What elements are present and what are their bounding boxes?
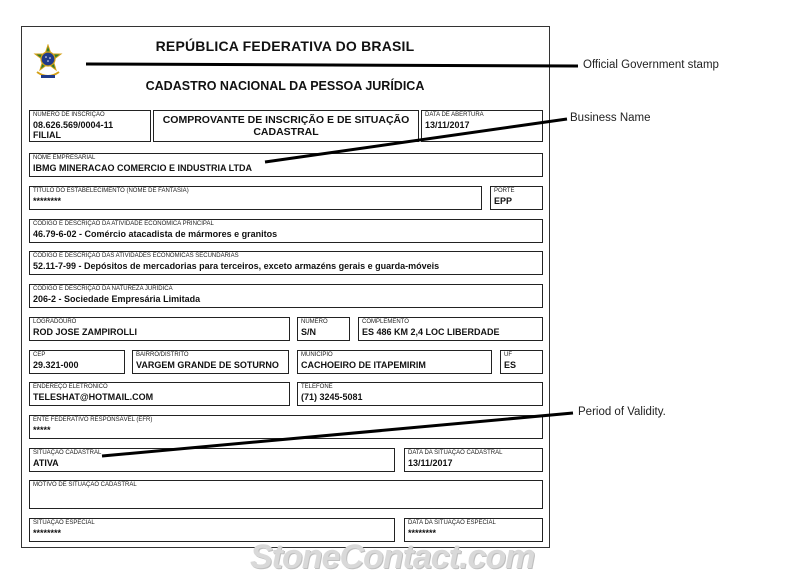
complemento-label: COMPLEMENTO [362, 319, 409, 325]
document-title: REPÚBLICA FEDERATIVA DO BRASIL [155, 38, 415, 54]
inscricao-label: NÚMERO DE INSCRIÇÃO [33, 112, 105, 118]
bairro-value: VARGEM GRANDE DE SOTURNO [136, 360, 279, 370]
fantasia-value: ******** [33, 196, 62, 206]
comprovante-line2: CADASTRAL [253, 126, 319, 138]
validity-annotation: Period of Validity. [578, 406, 666, 418]
efr-value: ***** [33, 425, 51, 435]
abertura-label: DATA DE ABERTURA [425, 112, 484, 118]
natureza-juridica-label: CÓDIGO E DESCRIÇÃO DA NATUREZA JURÍDICA [33, 286, 173, 292]
business-name-annotation: Business Name [570, 112, 651, 124]
email-label: ENDEREÇO ELETRÔNICO [33, 384, 108, 390]
cep-value: 29.321-000 [33, 360, 79, 370]
telefone-label: TELEFONE [301, 384, 333, 390]
abertura-value: 13/11/2017 [425, 120, 470, 130]
bairro-label: BAIRRO/DISTRITO [136, 352, 189, 358]
numero-label: NÚMERO [301, 319, 328, 325]
validity-pointer-line [102, 413, 573, 456]
municipio-label: MUNICÍPIO [301, 352, 333, 358]
nome-empresarial-label: NOME EMPRESARIAL [33, 155, 96, 161]
logradouro-value: ROD JOSE ZAMPIROLLI [33, 327, 138, 337]
situacao-label: SITUAÇÃO CADASTRAL [33, 450, 102, 456]
inscricao-value: 08.626.569/0004-11 [33, 120, 114, 130]
complemento-value: ES 486 KM 2,4 LOC LIBERDADE [362, 327, 500, 337]
uf-value: ES [504, 360, 517, 370]
data-situacao-value: 13/11/2017 [408, 458, 453, 468]
uf-label: UF [504, 352, 512, 358]
fantasia-label: TÍTULO DO ESTABELECIMENTO (NOME DE FANTASIA) [33, 188, 189, 194]
atividades-secundarias-label: CÓDIGO E DESCRIÇÃO DAS ATIVIDADES ECONÔMICAS SECUNDÁRIAS [33, 253, 239, 259]
motivo-label: MOTIVO DE SITUAÇÃO CADASTRAL [33, 482, 137, 488]
data-situacao-label: DATA DA SITUAÇÃO CADASTRAL [408, 450, 503, 456]
situacao-value: ATIVA [33, 458, 59, 468]
atividades-secundarias-value: 52.11-7-99 - Depósitos de mercadorias para terceiros, exceto armazéns gerais e guarda-móveis [33, 261, 440, 271]
cep-label: CEP [33, 352, 46, 358]
porte-value: EPP [494, 196, 513, 206]
watermark: StoneContact.com [250, 538, 535, 576]
porte-label: PORTE [494, 188, 515, 194]
logradouro-label: LOGRADOURO [33, 319, 77, 325]
comprovante-line1: COMPROVANTE DE INSCRIÇÃO E DE SITUAÇÃO [162, 114, 410, 126]
situacao-especial-label: SITUAÇÃO ESPECIAL [33, 520, 95, 526]
situacao-especial-value: ******** [33, 528, 62, 538]
document-subtitle: CADASTRO NACIONAL DA PESSOA JURÍDICA [145, 79, 425, 93]
nome-empresarial-value: IBMG MINERACAO COMERCIO E INDUSTRIA LTDA [33, 163, 252, 173]
inscricao-type: FILIAL [33, 130, 61, 140]
stamp-annotation: Official Government stamp [583, 59, 719, 71]
data-situacao-especial-label: DATA DA SITUAÇÃO ESPECIAL [408, 520, 496, 526]
data-situacao-especial-value: ******** [408, 528, 437, 538]
efr-label: ENTE FEDERATIVO RESPONSÁVEL (EFR) [33, 417, 153, 423]
email-value: TELESHAT@HOTMAIL.COM [33, 392, 154, 402]
telefone-value: (71) 3245-5081 [301, 392, 363, 402]
municipio-value: CACHOEIRO DE ITAPEMIRIM [301, 360, 426, 370]
numero-value: S/N [301, 327, 317, 337]
stamp-pointer-line [86, 64, 578, 66]
atividade-principal-value: 46.79-6-02 - Comércio atacadista de mármores e granitos [33, 229, 278, 239]
business-name-pointer-line [265, 119, 567, 162]
atividade-principal-label: CÓDIGO E DESCRIÇÃO DA ATIVIDADE ECONÔMICA PRINCIPAL [33, 221, 214, 227]
natureza-juridica-value: 206-2 - Sociedade Empresária Limitada [33, 294, 201, 304]
